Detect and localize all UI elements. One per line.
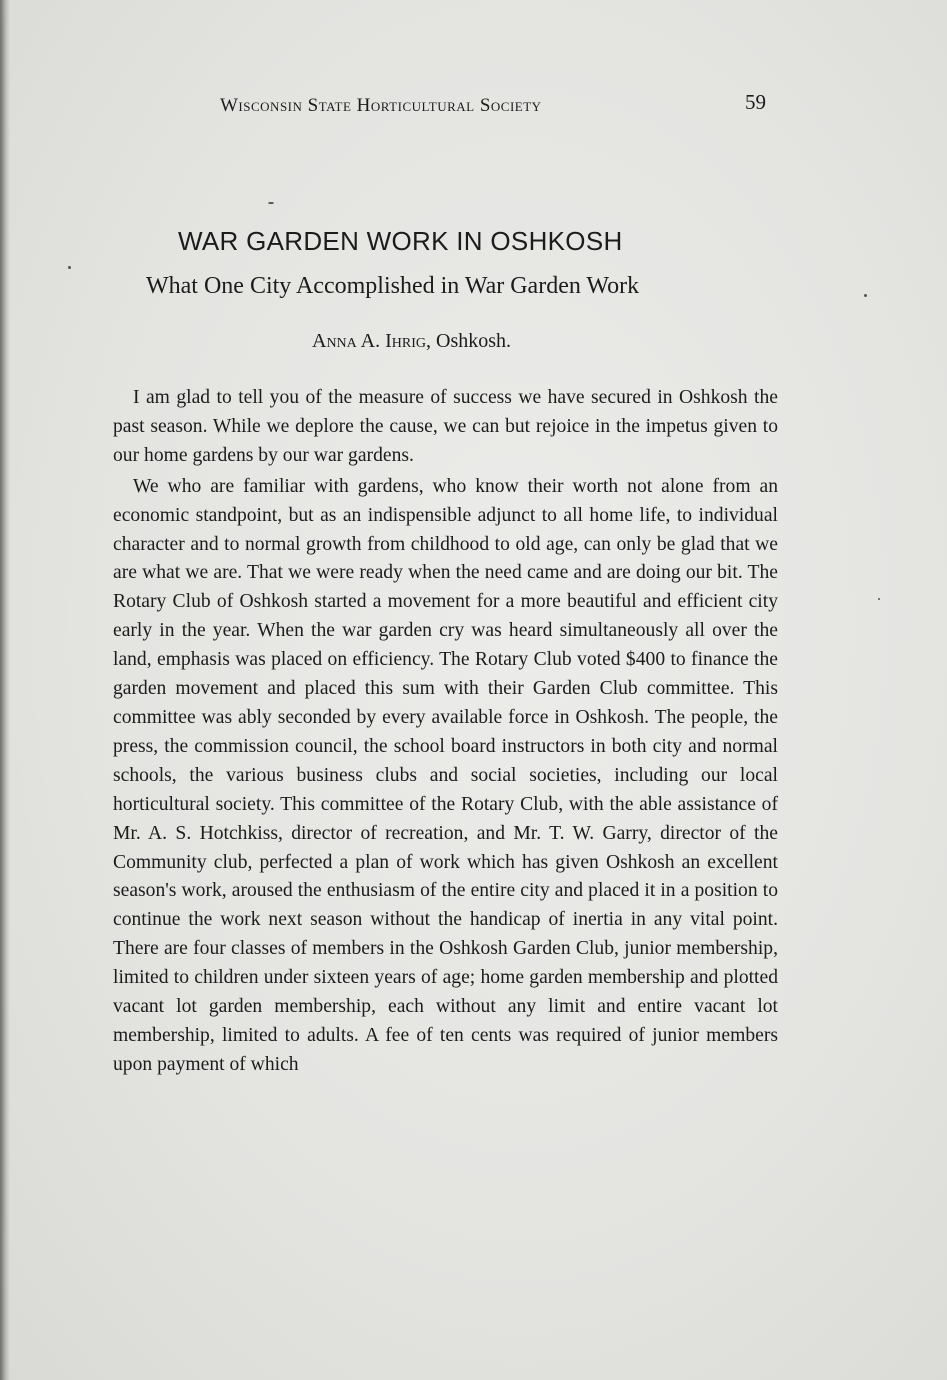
scan-speck — [864, 294, 867, 297]
article-subtitle: What One City Accomplished in War Garden Work — [146, 273, 640, 299]
paragraph-2: We who are familiar with gardens, who know their worth not alone from an economic standpoint, but as an indispensible adjunct to all home life, to individual character and to normal growth from childhood to old age, can only be glad that we are what we are. That we were ready when the need came and are doing our bit. The Rotary Club of Oshkosh started a movement for a more beautiful and efficient city early in the year. When the war garden cry was heard simultaneously all over the land, emphasis was placed on efficiency. The Rotary Club voted $400 to finance the garden movement and placed this sum with their Garden Club committee. This committee was ably seconded by every available force in Oshkosh. The people, the press, the commission council, the school board instructors in both city and normal schools, the various business clubs and social societies, including our local horticultural society. This committee of the Rotary Club, with the able assistance of Mr. A. S. Hotchkiss, director of recreation, and Mr. T. W. Garry, director of the Community club, perfected a plan of work which has given Oshkosh an excellent season's work, aroused the enthusiasm of the entire city and placed it in a position to continue the work next season without the handicap of inertia in any vital point. There are four classes of members in the Oshkosh Garden Club, junior membership, limited to children under sixteen years of age; home garden membership and plotted vacant lot garden membership, each without any limit and entire vacant lot membership, limited to adults. A fee of ten cents was required of junior members upon payment of which — [113, 475, 778, 1075]
running-header-title: Wisconsin State Horticultural Society — [220, 95, 542, 116]
article-title: WAR GARDEN WORK IN OSHKOSH — [178, 226, 623, 256]
author-location: Oshkosh. — [436, 330, 512, 352]
author-line — [312, 330, 511, 353]
scan-speck — [878, 598, 880, 600]
scan-speck — [268, 202, 274, 204]
page-binding-edge — [0, 0, 10, 1380]
paragraph-1: I am glad to tell you of the measure of success we have secured in Oshkosh the past season. While we deplore the cause, we can but rejoice in the impetus given to our home gardens by our war gardens. — [113, 387, 778, 466]
article-body — [113, 384, 778, 1080]
scan-speck — [68, 266, 71, 269]
author-name: Anna A. Ihrig, — [312, 330, 431, 352]
page-number: 59 — [745, 90, 766, 114]
